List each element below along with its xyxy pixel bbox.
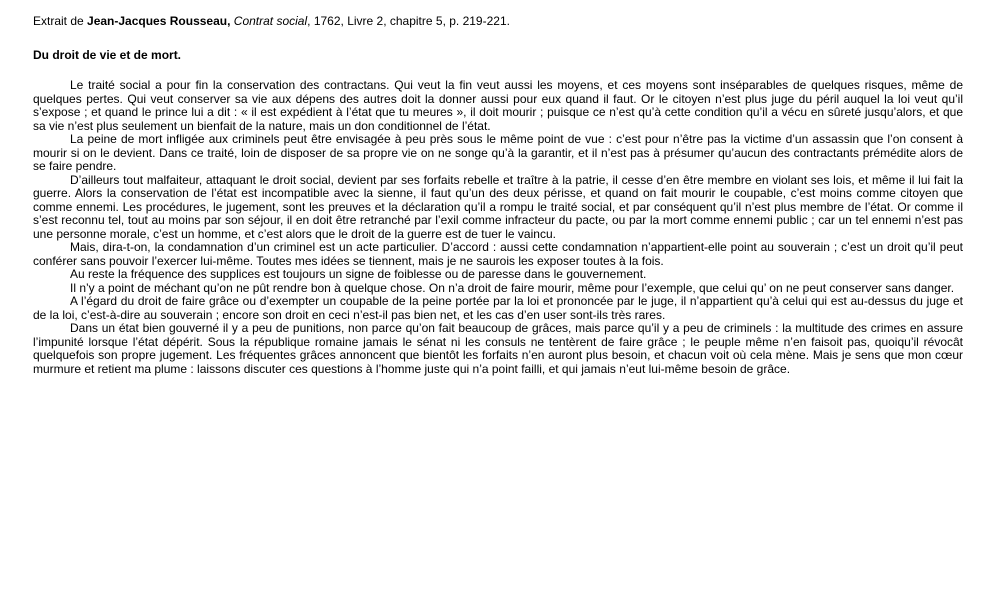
paragraph: A l’égard du droit de faire grâce ou d’exempter un coupable de la peine portée par la loi et prononcée par le juge, il n’appartient qu’à celui qui est au-dessus du juge et de la loi, c’est-à-dire au souverain ; encore son droit en ceci n’est-il pas bien net, et les cas d’en user sont-ils très rares.: [33, 294, 963, 322]
paragraph: Dans un état bien gouverné il y a peu de punitions, non parce qu’on fait beaucoup de grâces, mais parce qu’il y a peu de criminels : la multitude des crimes en assure l’impunité lorsque l’état dépérit. Sous la république romaine jamais le sénat ni les consuls ne tentèrent de faire grâce ; le peuple même n’en faisoit pas, quoiqu’il révocât quelquefois son propre jugement. Les fréquentes grâces annoncent que bientôt les forfaits n’en auront plus besoin, et chacun voit où cela mène. Mais je sens que mon cœur murmure et retient ma plume : laissons discuter ces questions à l’homme juste qui n’a point failli, et qui jamais n’eut lui-même besoin de grâce.: [33, 321, 963, 376]
paragraph: Le traité social a pour fin la conservation des contractans. Qui veut la fin veut aussi les moyens, et ces moyens sont inséparables de quelques risques, même de quelques pertes. Qui veut conserver sa vie aux dépens des autres doit la donner aussi pour eux quand il faut. Or le citoyen n’est plus juge du péril auquel la loi veut qu’il s’expose ; et quand le prince lui a dit : « il est expédient à l’état que tu meures », il doit mourir ; puisque ce n’est qu’à cette condition qu’il a vécu en sûreté jusqu’alors, et que sa vie n’est plus seulement un bienfait de la nature, mais un don conditionnel de l’état.: [33, 78, 963, 133]
paragraph: Au reste la fréquence des supplices est toujours un signe de foiblesse ou de paresse dans le gouvernement.: [70, 267, 647, 281]
paragraph: Il n’y a point de méchant qu’on ne pût rendre bon à quelque chose. On n’a droit de faire mourir, même pour l’exemple, que celui qu’ on ne peut conserver sans danger.: [70, 280, 955, 295]
body-text: [33, 79, 963, 376]
citation-details: , 1762, Livre 2, chapitre 5, p. 219-221.: [307, 14, 510, 28]
citation-prefix: Extrait de: [33, 14, 88, 28]
paragraph: D’ailleurs tout malfaiteur, attaquant le droit social, devient par ses forfaits rebelle et traître à la patrie, il cesse d’en être membre en violant ses lois, et même il lui fait la guerre. Alors la conservation de l’état est incompatible avec la sienne, il faut qu’un des deux périsse, et quand on fait mourir le coupable, c’est moins comme citoyen que comme ennemi. Les procédures, le jugement, sont les preuves et la déclaration qu’il a rompu le traité social, et par conséquent qu’il n’est plus membre de l’état. Or comme il s’est reconnu tel, tout au moins par son séjour, il en doit être retranché par l’exil comme infracteur du pacte, ou par la mort comme ennemi public ; car un tel ennemi n’est pas une personne morale, c’est un homme, et c’est alors que le droit de la guerre est de tuer le vaincu.: [33, 172, 963, 241]
author-name: Jean-Jacques Rousseau,: [87, 14, 231, 28]
source-citation: [33, 14, 963, 29]
work-title: Contrat social: [233, 14, 308, 28]
section-title: Du droit de vie et de mort.: [33, 48, 182, 62]
paragraph: Mais, dira-t-on, la condamnation d’un criminel est un acte particulier. D’accord : aussi cette condamnation n’appartient-elle point au souverain ; c’est un droit qu’il peut conférer sans pouvoir l’exercer lui-même. Toutes mes idées se tiennent, mais je ne saurois les exposer toutes à la fois.: [33, 240, 963, 268]
paragraph: La peine de mort infligée aux criminels peut être envisagée à peu près sous le même point de vue : c’est pour n’être pas la victime d’un assassin que l’on consent à mourir si on le devient. Dans ce traité, loin de disposer de sa propre vie on ne songe qu’à la garantir, et il n’est pas à présumer qu’aucun des contractants prémédite alors de se faire pendre.: [33, 132, 963, 173]
document-page: [33, 14, 963, 376]
